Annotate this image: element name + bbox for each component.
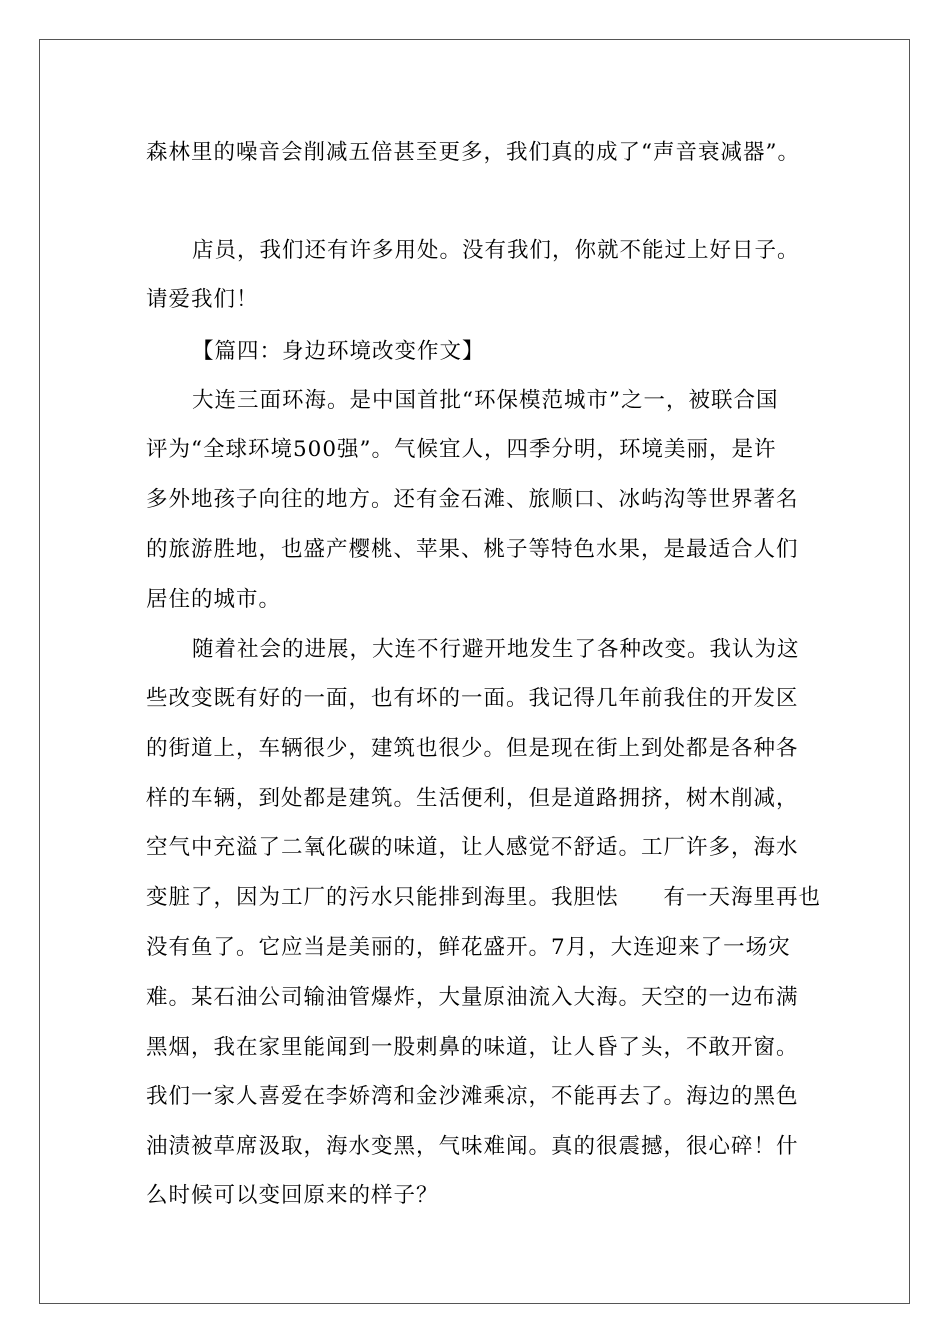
text-line-5: 大连三面环海。是中国首批“环保模范城市”之一，被联合国	[192, 388, 779, 413]
text-line-11: 些改变既有好的一面，也有坏的一面。我记得几年前我住的开发区	[146, 686, 799, 711]
text-line-7: 多外地孩子向往的地方。还有金石滩、旅顺口、冰屿沟等世界著名	[146, 487, 799, 512]
text-line-14: 空气中充溢了二氧化碳的味道，让人感觉不舒适。工厂许多，海水	[146, 835, 799, 860]
text-line-9: 居住的城市。	[146, 587, 282, 612]
text-line-10: 随着社会的进展，大连不行避开地发生了各种改变。我认为这	[192, 637, 800, 662]
text-line-8: 的旅游胜地，也盛产樱桃、苹果、桃子等特色水果，是最适合人们	[146, 537, 799, 562]
text-line-1: 森林里的噪音会削减五倍甚至更多，我们真的成了“声音衰减器”。	[146, 140, 800, 165]
text-line-18: 黑烟，我在家里能闻到一股刺鼻的味道，让人昏了头，不敢开窗。	[146, 1035, 799, 1060]
text-line-20: 油渍被草席汲取，海水变黑，气味难闻。真的很震撼，很心碎！什	[146, 1134, 799, 1159]
text-line-6: 评为“全球环境500强”。气候宜人，四季分明，环境美丽，是许	[146, 437, 777, 462]
text-line-15: 变脏了，因为工厂的污水只能排到海里。我胆怯 有一天海里再也	[146, 885, 822, 910]
text-line-21: 么时候可以变回原来的样子？	[146, 1183, 439, 1208]
text-line-3: 请爱我们！	[146, 287, 259, 312]
text-line-19: 我们一家人喜爱在李娇湾和金沙滩乘凉，不能再去了。海边的黑色	[146, 1084, 799, 1109]
page-border	[39, 39, 910, 1304]
text-line-2: 店员，我们还有许多用处。没有我们，你就不能过上好日子。	[192, 238, 800, 263]
text-line-13: 样的车辆，到处都是建筑。生活便利，但是道路拥挤，树木削减，	[146, 786, 799, 811]
section-heading: 【篇四：身边环境改变作文】	[192, 339, 485, 364]
text-line-12: 的街道上，车辆很少，建筑也很少。但是现在街上到处都是各种各	[146, 736, 799, 761]
text-line-17: 难。某石油公司输油管爆炸，大量原油流入大海。天空的一边布满	[146, 985, 799, 1010]
text-line-16: 没有鱼了。它应当是美丽的，鲜花盛开。7月，大连迎来了一场灾	[146, 935, 791, 960]
